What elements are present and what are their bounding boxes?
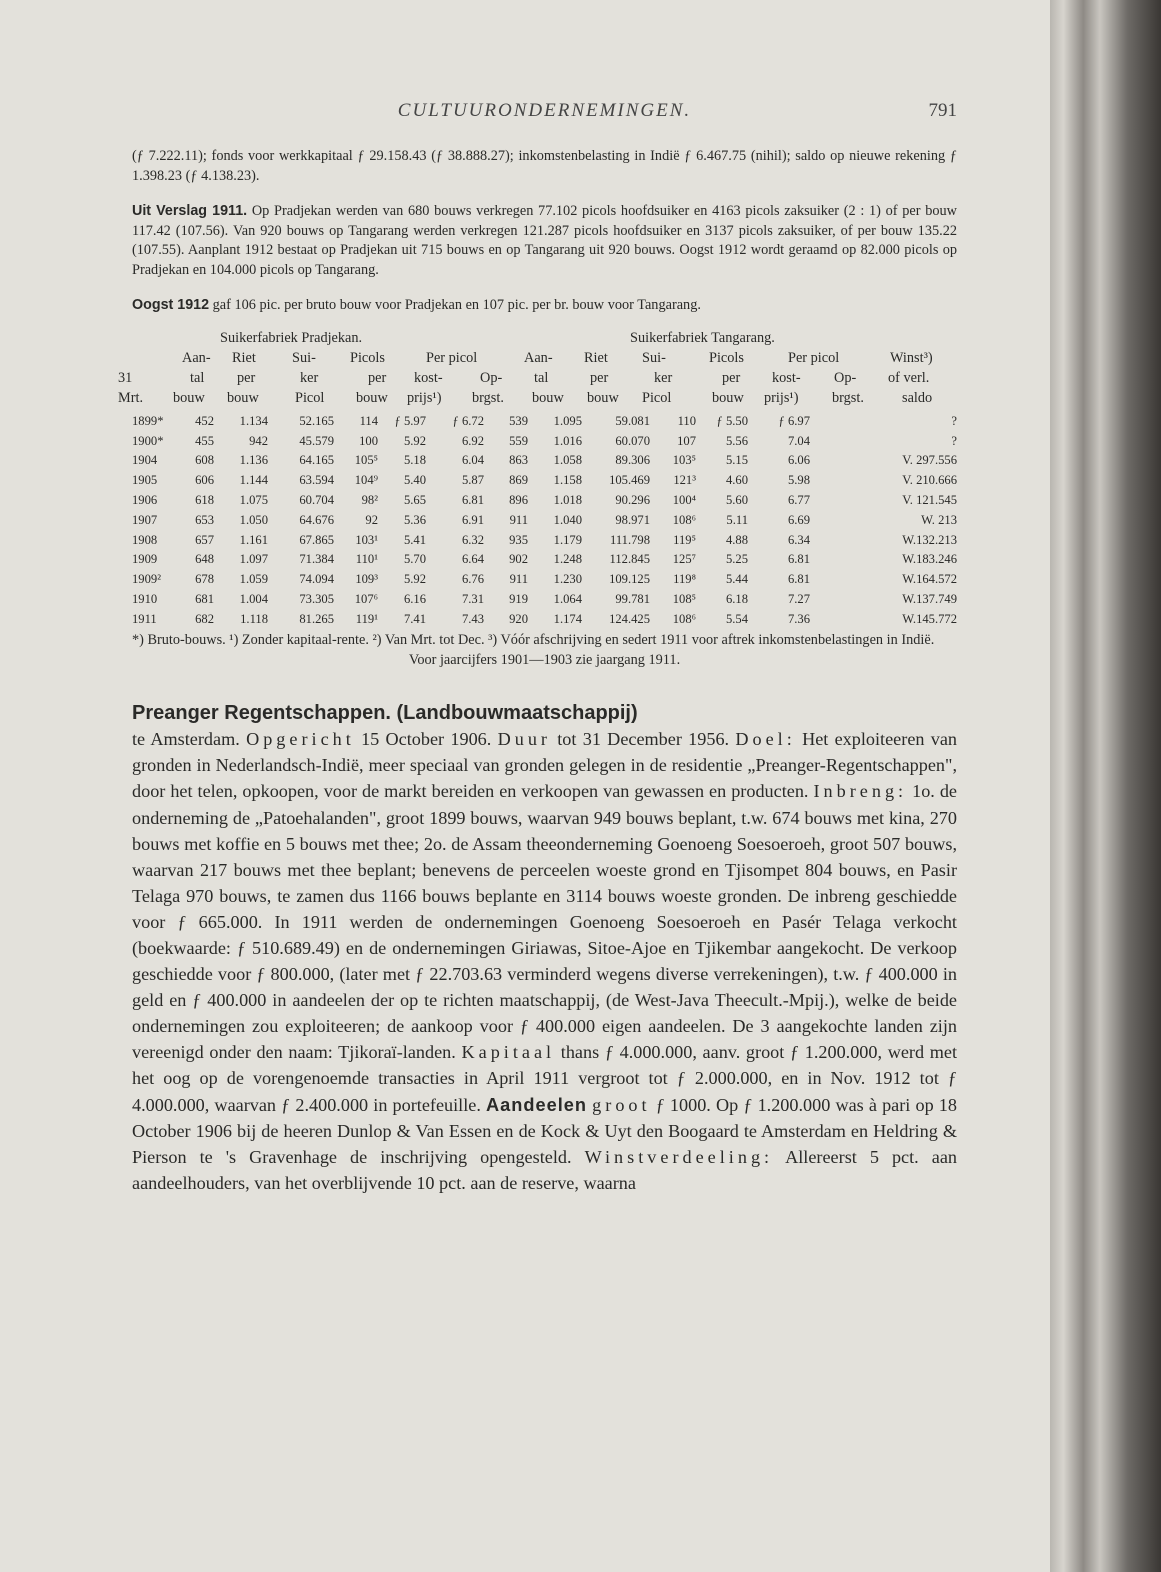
col-mrt: Mrt. <box>118 389 144 406</box>
table-cell: 98.971 <box>615 512 650 527</box>
table-cell: 119⁸ <box>673 572 696 587</box>
table-row <box>132 491 957 511</box>
table-cell: 5.40 <box>403 473 426 488</box>
table-row <box>132 510 957 530</box>
col-op-1: Op- <box>480 369 503 386</box>
table-cell: 1.230 <box>553 572 582 587</box>
table-cell: 5.11 <box>726 512 748 527</box>
table-cell: 455 <box>195 433 214 448</box>
col-bouw-2: bouw <box>532 389 564 406</box>
col-winst: Winst³) <box>890 349 933 366</box>
table-cell: 6.77 <box>787 493 810 508</box>
table-cell-year: 1909² <box>132 572 161 587</box>
verslag-text: Op Pradjekan werden van 680 bouws verkregen 77.102 picols hoofdsuiker en 4163 picols zaksuiker (2 : 1) of per bouw 117.42 (107.56). Van 920 bouws op Tangarang werden verkregen 121.287 picols hoofdsuiker en 3137 picols zaksuiker, of per bouw 135.22 (107.55). Aanplant 1912 bestaat op Pradjekan uit 715 bouws en op Tangarang uit 920 bouws. Oogst 1912 wordt geraamd op 82.000 picols op Pradjekan en 104.000 picols op Tangarang. <box>132 203 957 278</box>
table-cell: 681 <box>195 592 214 607</box>
table-cell: 60.704 <box>299 493 334 508</box>
group-heading-tangarang: Suikerfabriek Tangarang. <box>630 329 775 346</box>
col-saldo: saldo <box>902 389 933 406</box>
table-cell: 1.134 <box>239 413 268 428</box>
page-number: 791 <box>928 100 957 121</box>
col-op-2: Op- <box>834 369 857 386</box>
table-cell: 1.095 <box>553 413 582 428</box>
table-cell: 5.92 <box>403 572 426 587</box>
running-head: CULTUURONDERNEMINGEN. <box>397 100 692 121</box>
table-cell: 71.384 <box>299 552 334 567</box>
table-cell: 920 <box>509 611 528 626</box>
table-cell: 935 <box>509 532 528 547</box>
table-cell: 606 <box>195 473 214 488</box>
table-cell: 1.075 <box>239 493 268 508</box>
col-prijs-2: prijs¹) <box>764 389 799 406</box>
table-cell: 5.92 <box>403 433 426 448</box>
table-cell: 1.058 <box>553 453 582 468</box>
table-cell: V. 210.666 <box>902 473 957 488</box>
col-bouw-2b: bouw <box>587 389 619 406</box>
label-groot: groot <box>592 1094 651 1115</box>
table-cell: 89.306 <box>615 453 650 468</box>
table-cell: 107⁶ <box>354 592 378 607</box>
oogst-label: Oogst 1912 <box>132 297 210 313</box>
table-cell: 105.469 <box>609 473 650 488</box>
sugar-table <box>132 412 957 630</box>
table-row <box>132 590 957 610</box>
table-cell: 6.92 <box>461 433 484 448</box>
table-cell: 5.15 <box>725 453 748 468</box>
table-row <box>132 431 957 451</box>
section-seg-1: te Amsterdam. <box>132 729 247 750</box>
table-cell: 73.305 <box>299 592 334 607</box>
col-picols-1: Picols <box>350 349 385 366</box>
table-cell-year: 1904 <box>132 453 158 468</box>
section-seg-3: tot 31 December 1956. <box>550 729 736 750</box>
table-cell: 7.31 <box>461 592 484 607</box>
label-doel: Doel: <box>735 729 796 750</box>
verslag-label: Uit Verslag 1911. <box>132 203 248 219</box>
table-cell: 109.125 <box>609 572 650 587</box>
section-seg-6: thans ƒ 4.000.000, aanv. groot ƒ 1.200.000, werd met het oog op de vorengenoemde transacties in April 1911 vergroot tot ƒ 2.000.000, en in Nov. 1912 tot ƒ 4.000.000, waarvan ƒ 2.400.000 in portefeuille. <box>132 1042 958 1115</box>
table-cell: 107 <box>677 433 696 448</box>
table-cell: 119⁵ <box>673 532 696 547</box>
col-per-1: per <box>237 369 256 386</box>
table-cell: 6.69 <box>787 512 810 527</box>
table-cell: 110¹ <box>355 552 378 567</box>
label-kapitaal: Kapitaal <box>461 1042 556 1063</box>
table-cell: 5.18 <box>403 453 426 468</box>
label-opgericht: Opgericht <box>246 729 355 750</box>
intro-paragraph: (ƒ 7.222.11); fonds voor werkkapitaal ƒ 29.158.43 (ƒ 38.888.27); inkomstenbelasting in Indië ƒ 6.467.75 (nihil); saldo op nieuwe rekening ƒ 1.398.23 (ƒ 4.138.23). <box>132 148 957 184</box>
table-cell: W.164.572 <box>902 572 957 587</box>
table-cell: ƒ 6.72 <box>452 413 484 428</box>
table-cell: 45.579 <box>299 433 334 448</box>
col-prijs-1: prijs¹) <box>407 389 442 406</box>
col-bouw-1b: bouw <box>227 389 259 406</box>
col-perpicol-1: Per picol <box>426 349 478 366</box>
col-sui-1: Sui- <box>292 349 316 366</box>
table-cell: 5.44 <box>725 572 748 587</box>
table-cell: ƒ 5.97 <box>394 413 426 428</box>
table-cell: W. 213 <box>921 512 957 527</box>
col-bouw-1: bouw <box>173 389 205 406</box>
oogst-paragraph <box>132 296 957 316</box>
col-aan-1: Aan- <box>182 349 211 366</box>
col-31: 31 <box>118 369 133 386</box>
table-cell: 90.296 <box>615 493 650 508</box>
col-per-2: per <box>590 369 609 386</box>
table-cell: 6.18 <box>725 592 748 607</box>
table-cell: 1.174 <box>553 611 582 626</box>
table-cell: 911 <box>509 512 528 527</box>
table-cell: 911 <box>509 572 528 587</box>
table-footnote-2: Voor jaarcijfers 1901—1903 zie jaargang 1911. <box>408 651 681 668</box>
col-ker-2: ker <box>654 369 673 386</box>
sugar-table-body <box>132 412 957 630</box>
table-cell: 99.781 <box>615 592 650 607</box>
col-picol-1: Picol <box>295 389 325 406</box>
table-cell: 74.094 <box>299 572 334 587</box>
verslag-paragraph <box>132 202 957 280</box>
col-bouw-2c: bouw <box>712 389 744 406</box>
table-cell-year: 1909 <box>132 552 158 567</box>
table-cell: 678 <box>195 572 214 587</box>
table-cell: 5.56 <box>725 433 748 448</box>
table-cell: 682 <box>195 611 214 626</box>
table-cell: ƒ 5.50 <box>716 413 748 428</box>
table-cell: 103⁵ <box>672 453 696 468</box>
table-cell: 5.98 <box>787 473 810 488</box>
col-brgst-1: brgst. <box>472 389 504 406</box>
table-cell: 452 <box>195 413 214 428</box>
table-cell: ? <box>951 413 957 428</box>
table-cell: 108⁶ <box>672 512 696 527</box>
group-heading-pradjekan: Suikerfabriek Pradjekan. <box>220 329 363 346</box>
table-cell-year: 1908 <box>132 532 158 547</box>
table-cell: 104⁹ <box>354 473 378 488</box>
table-cell: 5.87 <box>461 473 484 488</box>
table-cell: 52.165 <box>299 413 334 428</box>
table-row <box>132 412 957 432</box>
table-cell: 1.040 <box>553 512 582 527</box>
table-cell: 653 <box>195 512 214 527</box>
table-cell: 559 <box>509 433 528 448</box>
table-cell: 1.179 <box>553 532 582 547</box>
table-cell: 5.36 <box>403 512 426 527</box>
table-cell-year: 1907 <box>132 512 158 527</box>
table-cell: 125⁷ <box>672 552 696 567</box>
table-cell: V. 297.556 <box>902 453 957 468</box>
table-cell: 124.425 <box>609 611 650 626</box>
table-cell: 100⁴ <box>672 493 696 508</box>
table-cell-year: 1911 <box>132 611 157 626</box>
col-tal-2: tal <box>534 369 549 386</box>
table-cell: W.183.246 <box>902 552 957 567</box>
table-cell: 111.798 <box>610 532 650 547</box>
table-cell: 6.81 <box>787 572 810 587</box>
table-cell: 902 <box>509 552 528 567</box>
col-sui-2: Sui- <box>642 349 666 366</box>
table-cell: 539 <box>509 413 528 428</box>
label-inbreng: Inbreng: <box>813 781 908 802</box>
col-picol-2: Picol <box>642 389 672 406</box>
table-cell: 103¹ <box>355 532 378 547</box>
table-cell: 108⁵ <box>672 592 696 607</box>
table-cell-year: 1899* <box>132 413 164 428</box>
col-perpicol-2: Per picol <box>788 349 840 366</box>
col-per-2b: per <box>722 369 741 386</box>
table-cell: 112.845 <box>609 552 650 567</box>
page-header <box>132 100 957 128</box>
table-cell: 4.60 <box>725 473 748 488</box>
oogst-text: gaf 106 pic. per bruto bouw voor Pradjekan en 107 pic. per br. bouw voor Tangarang. <box>209 297 701 313</box>
table-row <box>132 451 957 471</box>
table-cell: 5.25 <box>725 552 748 567</box>
col-brgst-2: brgst. <box>832 389 864 406</box>
section-seg-8: ƒ 1000. Op ƒ 1.200.000 was à pari op 18 October 1906 bij de heeren Dunlop & Van Essen en de Kock & Uyt den Boogaard te Amsterdam en Heldring & Pierson te 's Gravenhage de inschrijving opengesteld. <box>132 1094 957 1167</box>
col-per-1b: per <box>368 369 387 386</box>
col-picols-2: Picols <box>709 349 744 366</box>
table-cell: 92 <box>365 512 378 527</box>
table-cell: 5.65 <box>403 493 426 508</box>
col-kost-1: kost- <box>414 369 443 386</box>
table-cell: 1.050 <box>239 512 268 527</box>
table-cell: 1.248 <box>553 552 582 567</box>
table-cell: 98² <box>361 493 378 508</box>
table-cell: 60.070 <box>615 433 650 448</box>
table-cell: 64.676 <box>299 512 334 527</box>
table-row <box>132 609 957 629</box>
table-cell: V. 121.545 <box>902 493 957 508</box>
table-cell: 110 <box>677 413 696 428</box>
col-riet-1: Riet <box>232 349 256 366</box>
book-page-edge <box>1050 0 1161 1572</box>
table-cell: 5.41 <box>403 532 426 547</box>
section-body <box>132 726 957 1196</box>
label-aandeelen: Aandeelen <box>486 1094 588 1115</box>
table-cell: 1.097 <box>239 552 268 567</box>
col-of-verl: of verl. <box>888 369 930 386</box>
table-cell: 6.06 <box>787 453 810 468</box>
table-cell-year: 1906 <box>132 493 158 508</box>
table-cell: 121³ <box>673 473 696 488</box>
table-cell-year: 1905 <box>132 473 158 488</box>
section-seg-4: Het exploiteeren van gronden in Nederlandsch-Indië, meer speciaal van gronden gelegen in de residentie „Preanger-Regentschappen", door het telen, opkoopen, voor de markt bereiden en verkoopen van gewassen en producten. <box>132 729 958 802</box>
section-seg-5: 1o. de onderneming de „Patoehalanden", groot 1899 bouws, waarvan 949 bouws beplant, t.w. 674 bouws met kina, 270 bouws met koffie en 5 bouws met thee; 2o. de Assam theeonderneming Goenoeng Soesoeroeh, groot 507 bouws, waarvan 217 bouws met thee beplant; benevens de perceelen woeste grond en Tjisompet 804 bouws, en Pasir Telaga 970 bouws, te zamen dus 1166 bouws beplante en 3114 bouws woeste gronden. De inbreng geschiedde voor ƒ 665.000. In 1911 werden de ondernemingen Goenoeng Soesoeroeh en Pasér Telaga verkocht (boekwaarde: ƒ 510.689.49) en de ondernemingen Giriawas, Sitoe-Ajoe en Tjikembar aangekocht. De verkoop geschiedde voor ƒ 800.000, (later met ƒ 22.703.63 verminderd wegens diverse verrekeningen), t.w. ƒ 400.000 in geld en ƒ 400.000 in aandeelen der op te richten maatschappij, (de West-Java Theecult.-Mpij.), welke de beide ondernemingen zou exploiteeren; de aankoop voor ƒ 400.000 eigen aandeelen. De 3 aangekochte landen zijn vereenigd onder den naam: Tjikoraï-landen. <box>132 781 957 1063</box>
col-kost-2: kost- <box>772 369 801 386</box>
table-row <box>132 530 957 550</box>
table-cell: 6.91 <box>461 512 484 527</box>
table-cell: 1.018 <box>553 493 582 508</box>
table-cell: 1.016 <box>553 433 582 448</box>
table-cell: W.137.749 <box>902 592 957 607</box>
table-cell: W.132.213 <box>902 532 957 547</box>
table-row <box>132 471 957 491</box>
table-cell: ? <box>951 433 957 448</box>
table-cell: 1.158 <box>553 473 582 488</box>
table-cell: 896 <box>509 493 528 508</box>
table-cell: 657 <box>195 532 214 547</box>
label-winstverdeeling: Winstverdeeling: <box>584 1146 774 1167</box>
table-cell: 7.41 <box>403 611 426 626</box>
table-cell-year: 1910 <box>132 592 158 607</box>
table-cell: 64.165 <box>299 453 334 468</box>
table-cell: 6.76 <box>461 572 484 587</box>
table-cell: 6.64 <box>461 552 484 567</box>
table-cell: 59.081 <box>615 413 650 428</box>
table-cell: 6.32 <box>461 532 484 547</box>
table-cell: 114 <box>359 413 378 428</box>
table-cell: ƒ 6.97 <box>778 413 810 428</box>
table-footnote: *) Bruto-bouws. ¹) Zonder kapitaal-rente. ²) Van Mrt. tot Dec. ³) Vóór afschrijving en sedert 1911 voor aftrek inkomstenbelastingen in Indië. <box>132 632 935 649</box>
table-cell: 1.144 <box>239 473 268 488</box>
table-cell: 6.81 <box>461 493 484 508</box>
table-cell: 648 <box>195 552 214 567</box>
table-cell-year: 1900* <box>132 433 164 448</box>
table-cell: 1.118 <box>240 611 268 626</box>
table-cell: 81.265 <box>299 611 334 626</box>
col-bouw-1c: bouw <box>356 389 388 406</box>
table-cell: 67.865 <box>299 532 334 547</box>
table-cell: 942 <box>249 433 268 448</box>
col-tal-1: tal <box>190 369 205 386</box>
table-row <box>132 570 957 590</box>
table-cell: 5.54 <box>725 611 748 626</box>
table-cell: 1.059 <box>239 572 268 587</box>
table-cell: 6.81 <box>787 552 810 567</box>
table-cell: 1.064 <box>553 592 582 607</box>
table-cell: 5.60 <box>725 493 748 508</box>
table-cell: 869 <box>509 473 528 488</box>
label-duur: Duur <box>497 729 551 750</box>
table-cell: 119¹ <box>355 611 378 626</box>
table-cell: 608 <box>195 453 214 468</box>
table-cell: 1.004 <box>239 592 268 607</box>
page-content <box>118 147 958 1196</box>
section-seg-2: 15 October 1906. <box>354 729 498 750</box>
table-row <box>132 550 957 570</box>
table-cell: 7.36 <box>787 611 810 626</box>
table-header <box>118 329 957 410</box>
table-cell: W.145.772 <box>902 611 957 626</box>
table-cell: 100 <box>359 433 378 448</box>
table-cell: 7.04 <box>787 433 810 448</box>
table-cell: 6.04 <box>461 453 484 468</box>
section-title: Preanger Regentschappen. (Landbouwmaatschappij) <box>132 702 638 725</box>
table-cell: 4.88 <box>725 532 748 547</box>
col-aan-2: Aan- <box>524 349 553 366</box>
table-cell: 7.27 <box>787 592 810 607</box>
table-cell: 105⁵ <box>354 453 378 468</box>
table-cell: 6.34 <box>787 532 810 547</box>
table-cell: 7.43 <box>461 611 484 626</box>
table-cell: 1.136 <box>239 453 268 468</box>
table-cell: 618 <box>195 493 214 508</box>
section-seg-9: Allereerst 5 pct. aan aandeelhouders, van het overblijvende 10 pct. aan de reserve, waarna <box>132 1146 957 1193</box>
table-cell: 6.16 <box>403 592 426 607</box>
table-cell: 863 <box>509 453 528 468</box>
table-cell: 1.161 <box>239 532 268 547</box>
table-cell: 63.594 <box>299 473 334 488</box>
col-riet-2: Riet <box>584 349 608 366</box>
table-cell: 5.70 <box>403 552 426 567</box>
table-cell: 108⁶ <box>672 611 696 626</box>
table-cell: 109³ <box>355 572 378 587</box>
col-ker-1: ker <box>300 369 319 386</box>
table-cell: 919 <box>509 592 528 607</box>
